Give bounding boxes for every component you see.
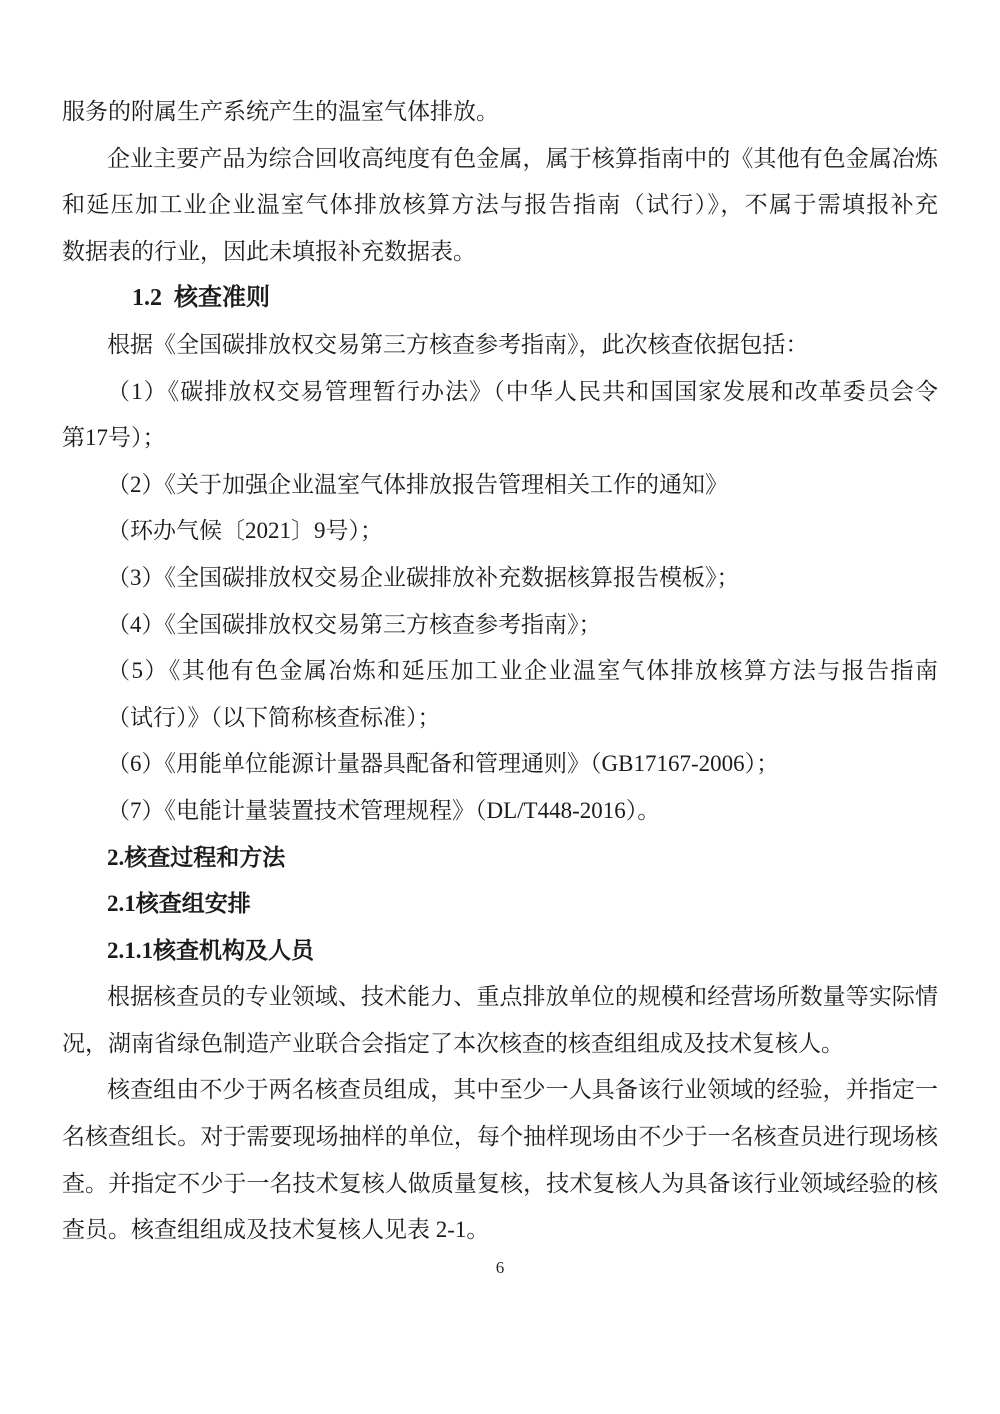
- page-number: 6: [495, 1258, 505, 1277]
- text-line: 况，湖南省绿色制造产业联合会指定了本次核查的核查组组成及技术复核人。: [62, 1030, 844, 1056]
- list-item-2: （2）《关于加强企业温室气体排放报告管理相关工作的通知》: [107, 471, 728, 497]
- text-line: 查。并指定不少于一名技术复核人做质量复核，技术复核人为具备该行业领域经验的核: [62, 1170, 938, 1196]
- text-line: 根据《全国碳排放权交易第三方核查参考指南》，此次核查依据包括：: [107, 331, 809, 357]
- list-item-3: （3）《全国碳排放权交易企业碳排放补充数据核算报告模板》；: [107, 564, 740, 590]
- text-line: 核查组由不少于两名核查员组成，其中至少一人具备该行业领域的经验，并指定一: [107, 1077, 938, 1103]
- text-line: 数据表的行业，因此未填报补充数据表。: [62, 238, 476, 264]
- section-heading-2: 2.核查过程和方法: [107, 844, 286, 870]
- text-line: 和延压加工业企业温室气体排放核算方法与报告指南（试行）》，不属于需填报补充: [62, 192, 938, 218]
- section-heading-2-1: 2.1核查组安排: [107, 891, 251, 917]
- list-item-1: （1）《碳排放权交易管理暂行办法》（中华人民共和国国家发展和改革委员会令: [107, 378, 938, 404]
- text-line: 第17号）；: [62, 425, 166, 451]
- list-item-5: （5）《其他有色金属冶炼和延压加工业企业温室气体排放核算方法与报告指南: [107, 658, 938, 684]
- text-line: 根据核查员的专业领域、技术能力、重点排放单位的规模和经营场所数量等实际情: [107, 984, 938, 1010]
- text-line: 名核查组长。对于需要现场抽样的单位，每个抽样现场由不少于一名核查员进行现场核: [62, 1124, 938, 1150]
- list-item-4: （4）《全国碳排放权交易第三方核查参考指南》；: [107, 611, 602, 637]
- list-item-7: （7）《电能计量装置技术管理规程》（DL/T448-2016）。: [107, 797, 661, 823]
- list-item-6: （6）《用能单位能源计量器具配备和管理通则》（GB17167-2006）；: [107, 751, 780, 777]
- text-line: （环办气候〔2021〕9号）；: [107, 518, 383, 544]
- section-heading-1-2: 1.2 核查准则: [132, 285, 270, 312]
- text-line: 查员。核查组组成及技术复核人见表 2-1。: [62, 1217, 490, 1243]
- section-heading-2-1-1: 2.1.1核查机构及人员: [107, 937, 314, 963]
- text-line: 服务的附属生产系统产生的温室气体排放。: [62, 99, 499, 124]
- document-body: [62, 89, 938, 1254]
- text-line: （试行）》（以下简称核查标准）；: [107, 704, 441, 730]
- text-line: 企业主要产品为综合回收高纯度有色金属，属于核算指南中的《其他有色金属冶炼: [107, 145, 938, 171]
